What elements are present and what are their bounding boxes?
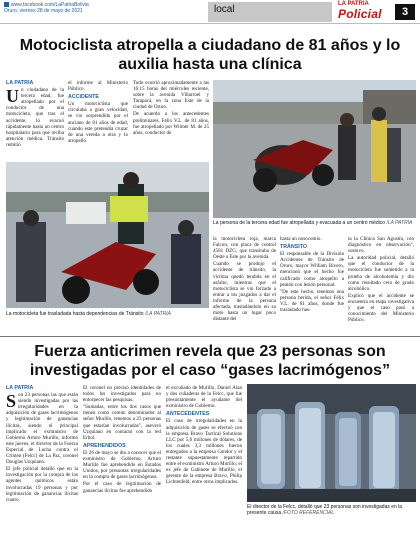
story1-bottom-col1: la motocicleta roja, marca Falcon, con placa de control 4581 DZG, que transitaba de Oeste a Este por la avenida. Cuando se produjo el accidente de tránsito, la víctima quedó tendida en el asfalto, mientras que el motociclista se vio forzado a entrar a los juzgados a dar el informe de la persona afectada, trasladándolo en su moto hasta un lugar poco distante del <box>213 236 276 323</box>
story2-col1: LA PATRIA Son 23 personas las que están siendo investigadas por las irregularidades en la adquisición de gases lacrimógenos y legitimación de ganancias ilícitas, siendo el principal implicado el exministro de Gobierno Arturo Murillo, informó este jueves, el director de la Fuerza Especial de Lucha contra el Crimen (Felcc) de La Paz, coronel Douglas Uzquiano. El jefe policial detalló que en la investigación por la compra de los agentes químicos están involucradas 19 personas y por legitimación de ganancias ilícitas cuatro. <box>6 385 78 503</box>
story2-col3: el excuñado de Murillo, Daniel Alan y dos cuñaderas de la Felcc, que fue presuntamente el ayudante del exministro de Gobierno. ANTECEDENTES El caso de irregularidades en la adquisición de gases se efectuó con la empresa Bravo Tactical Solutions LLC por 5,6 millones de dólares, de los cuales 3,3 millones fueron entregados a la empresa Condor y el restante supuestamente repartido entre el exministro Arturo Murillo; el ex jefe de Gabinete de Murillo, el gerente de la empresa Bravo, Philip Lichtenfeld, entre otros implicados. <box>166 385 242 486</box>
story1-photo2-caption: La motocicleta fue trasladada hasta dependencias de Tránsito /LA PATRIA <box>6 311 172 317</box>
dateline: Oruro, viernes 28 de mayo de 2021 <box>4 8 83 14</box>
story1-col3: Todo ocurrió aproximadamente a las 16:15 horas del miércoles reciente, sobre la avenida Villarroel y Tarapacá, en la zona Este de la ciudad de Oruro. De acuerdo a los antecedentes preliminares, Félix V.L. de 81 años, fue atropellado por Wilmer M. de 25 años, conductor de <box>133 80 209 136</box>
story2-subhead-aprehendidos: APREHENDIDOS <box>83 442 126 449</box>
story1-byline: LA PATRIA <box>6 80 34 86</box>
page-number: 3 <box>395 4 415 20</box>
section-tab <box>208 2 332 22</box>
story2-photo-gas-canisters <box>247 384 416 502</box>
story1-bottom-col3: ta la Clínica San Agustín, con diagnóstico en observación", sostuvo. La autoridad policial, detalló que el conductor de la motocicleta fue sometido a la prueba de alcoholemia y dio como resultado cero de grado alcohólico. Explicó que el accidente se encuentra en etapa investigativa y que el caso pasó a conocimiento del Ministerio Público. <box>348 236 414 324</box>
story1-photo-motorcycle <box>6 162 209 308</box>
section-label: local <box>214 4 235 15</box>
story1-subhead-accidente: ACCIDENTE <box>68 94 99 101</box>
story1-drop-cap: U <box>6 86 19 107</box>
story2-headline: Fuerza anticrimen revela que 23 personas son investigadas por el caso “gases lacrimógenos” <box>29 343 391 379</box>
story2-photo-caption: El director de la Felcc, detalló que 23 personas son investigadas en la presente causa /FOTO REFERENCIAL <box>247 504 403 516</box>
social-url[interactable]: www.facebook.com/LaPatriaBolivia <box>11 2 89 8</box>
masthead-info <box>4 2 89 14</box>
facebook-icon <box>4 2 9 7</box>
header-rule <box>0 23 420 24</box>
story2-byline: LA PATRIA <box>6 385 34 391</box>
brand-small: LA PATRIA <box>338 1 369 7</box>
story1-headline: Motociclista atropella a ciudadano de 81 años y lo auxilia hasta una clínica <box>19 37 401 73</box>
street-scene-image <box>213 80 416 218</box>
story2-col2: El coronel no precisó identidades de todos los investigados para no entorpecer las pesquisas. "Sumadas, entre los dos casos que tienen como común denominador al señor Murillo, tenemos a 23 personas que estarían involucradas", aseveró Uzquiano en contacto con la red Erbol. APREHENDIDOS El 26 de mayo se dio a conocer que el exministro de Gobierno, Arturo Murillo fue aprehendido en Estados Unidos, por presuntas irregularidades en la compra de gases lacrimógenos. Por el caso de legitimación de ganancias ilícitas fue aprehendido <box>83 385 161 494</box>
story2-drop-cap: S <box>6 391 17 412</box>
story1-bottom-col2: hasta un nosocomio. TRÁNSITO El responsable de la División Accidentes de Tránsito de Oruro, mayor William Rivero, mencionó que el hecho fue calificado como atropello a peatón con lesión personal. "De este hecho, tenemos una persona herida, el señor Félix V.L. de 81 años, donde fue trasladado has- <box>280 236 344 314</box>
story2-subhead-antecedentes: ANTECEDENTES <box>166 411 210 418</box>
story1-col1: LA PATRIA Un ciudadano de la tercera edad, fue atropellado por el conductor de una motocicleta, que tras el accidente, lo evacuó rápidamente hasta un centro hospitalario para que reciba atención médica. Tránsito remitió <box>6 80 64 148</box>
story1-col2: el informe al Ministerio Público. ACCIDENTE Un motociclista que circulaba a gran velocidad, se vio sorprendido por el anciano de 81 años de edad, cuando este pretendía cruzar de una vereda a otra y lo atropelló. <box>68 80 128 144</box>
brand-section-title: Policial <box>338 7 382 21</box>
gas-canisters-image <box>247 384 416 502</box>
story1-subhead-transito: TRÁNSITO <box>280 244 307 251</box>
story1-photo-accident-scene <box>213 80 416 218</box>
story1-photo-caption: La persona de la tercera edad fue atropellada y evacuada a un centro médico /LA PATRIA <box>213 220 413 226</box>
motorcycle-image <box>6 162 209 308</box>
story-divider <box>0 336 420 337</box>
